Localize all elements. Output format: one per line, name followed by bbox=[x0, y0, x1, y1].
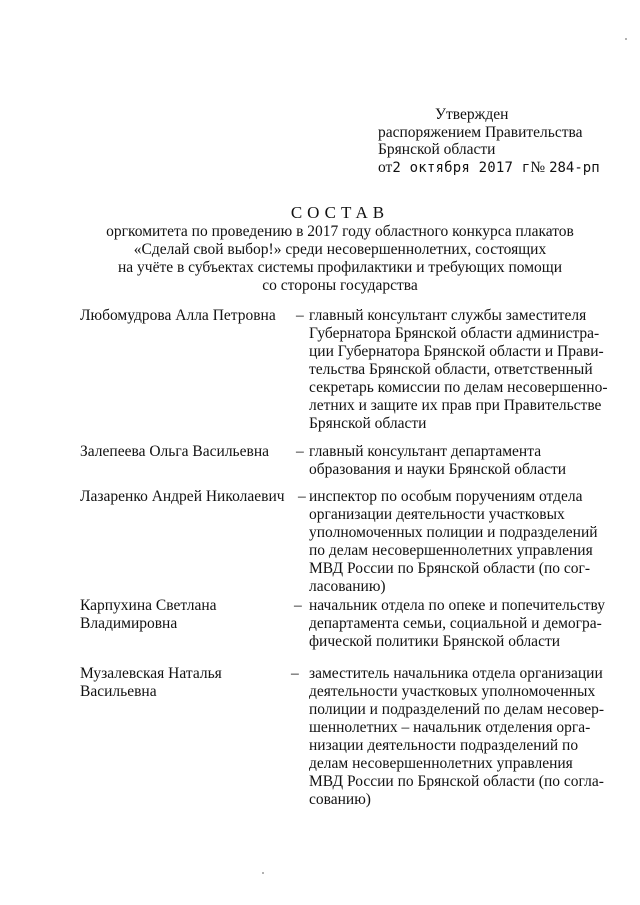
member-dash: – bbox=[291, 665, 299, 682]
member-name-line: Владимировна bbox=[80, 615, 178, 632]
member-role bbox=[309, 597, 606, 651]
member-role-line: уполномоченных полиции и подразделений bbox=[309, 524, 598, 541]
member-role-line: секретарь комиссии по делам несовершенно- bbox=[309, 379, 608, 396]
member-name-line: Любомудрова Алла Петровна bbox=[80, 307, 276, 324]
member-name-line: Музалевская Наталья bbox=[80, 665, 222, 682]
member-role-line: начальник отдела по опеке и попечительству bbox=[309, 597, 606, 614]
member-role bbox=[309, 443, 594, 479]
member-role bbox=[309, 307, 608, 433]
member-name bbox=[80, 307, 290, 325]
member-role-line: образования и науки Брянской области bbox=[309, 461, 567, 478]
subtitle-line-4: со стороны государства bbox=[262, 277, 418, 294]
member-role-line: организации деятельности участковых bbox=[309, 506, 565, 523]
member-role-line: низации деятельности подразделений по bbox=[309, 737, 579, 754]
member-name bbox=[80, 443, 290, 461]
number-sign: № bbox=[530, 159, 546, 176]
member-role-line: ции Губернатора Брянской области и Прави- bbox=[309, 343, 604, 360]
member-role-line: летних и защите их прав при Правительстве bbox=[309, 397, 602, 414]
date-value: 2 октября 2017 г bbox=[392, 160, 531, 176]
member-role bbox=[309, 665, 605, 809]
subtitle-line-1: оргкомитета по проведению в 2017 году областного конкурса плакатов bbox=[106, 223, 574, 240]
member-role-line: заместитель начальника отдела организации bbox=[309, 665, 603, 682]
member-name-line: Лазаренко Андрей Николаевич bbox=[80, 488, 285, 505]
member-dash: – bbox=[296, 307, 304, 324]
member-name-line: Карпухина Светлана bbox=[80, 597, 217, 614]
approval-line-1: Утвержден bbox=[435, 106, 509, 123]
scan-speck bbox=[625, 38, 627, 40]
member-name bbox=[80, 597, 290, 633]
member-role-line: делам несовершеннолетних управления bbox=[309, 755, 573, 772]
document-title: СОСТАВ bbox=[290, 203, 390, 222]
member-role-line: полиции и подразделений по делам несовер- bbox=[309, 701, 605, 718]
member-role-line: ласованию) bbox=[309, 578, 386, 595]
member-name-line: Васильевна bbox=[80, 683, 157, 700]
member-name bbox=[80, 488, 290, 506]
member-role bbox=[309, 488, 598, 596]
member-role-line: департамента семьи, социальной и демогра- bbox=[309, 615, 602, 632]
scan-speck bbox=[262, 872, 264, 874]
member-dash: – bbox=[298, 488, 306, 505]
member-role-line: по делам несовершеннолетних управления bbox=[309, 542, 593, 559]
member-role-line: Губернатора Брянской области администра- bbox=[309, 325, 600, 342]
member-role-line: МВД России по Брянской области (по согла- bbox=[309, 773, 604, 790]
member-role-line: главный консультант департамента bbox=[309, 443, 542, 460]
heading bbox=[60, 203, 620, 295]
approval-line-3: Брянской области bbox=[378, 141, 496, 158]
subtitle-line-2: «Сделай свой выбор!» среди несовершеннолетних, состоящих bbox=[133, 241, 547, 258]
member-role-line: деятельности участковых уполномоченных bbox=[309, 683, 596, 700]
member-role-line: главный консультант службы заместителя bbox=[309, 307, 587, 324]
member-role-line: фической политики Брянской области bbox=[309, 633, 561, 650]
date-prefix: от bbox=[378, 159, 393, 176]
approval-line-2: распоряжением Правительства bbox=[378, 124, 583, 141]
subtitle-line-3: на учёте в субъектах системы профилактики и требующих помощи bbox=[117, 259, 563, 276]
member-name bbox=[80, 665, 290, 701]
member-dash: – bbox=[296, 443, 304, 460]
member-role-line: шеннолетних – начальник отделения орга- bbox=[309, 719, 591, 736]
approval-date-line bbox=[378, 159, 600, 177]
member-role-line: инспектор по особым поручениям отдела bbox=[309, 488, 583, 505]
member-name-line: Залепеева Ольга Васильевна bbox=[80, 443, 269, 460]
document-number: 284-рп bbox=[549, 160, 600, 176]
member-role-line: сованию) bbox=[309, 791, 371, 808]
member-role-line: МВД России по Брянской области (по сог- bbox=[309, 560, 591, 577]
member-role-line: тельства Брянской области, ответственный bbox=[309, 361, 593, 378]
member-role-line: Брянской области bbox=[309, 415, 427, 432]
member-dash: – bbox=[294, 597, 302, 614]
